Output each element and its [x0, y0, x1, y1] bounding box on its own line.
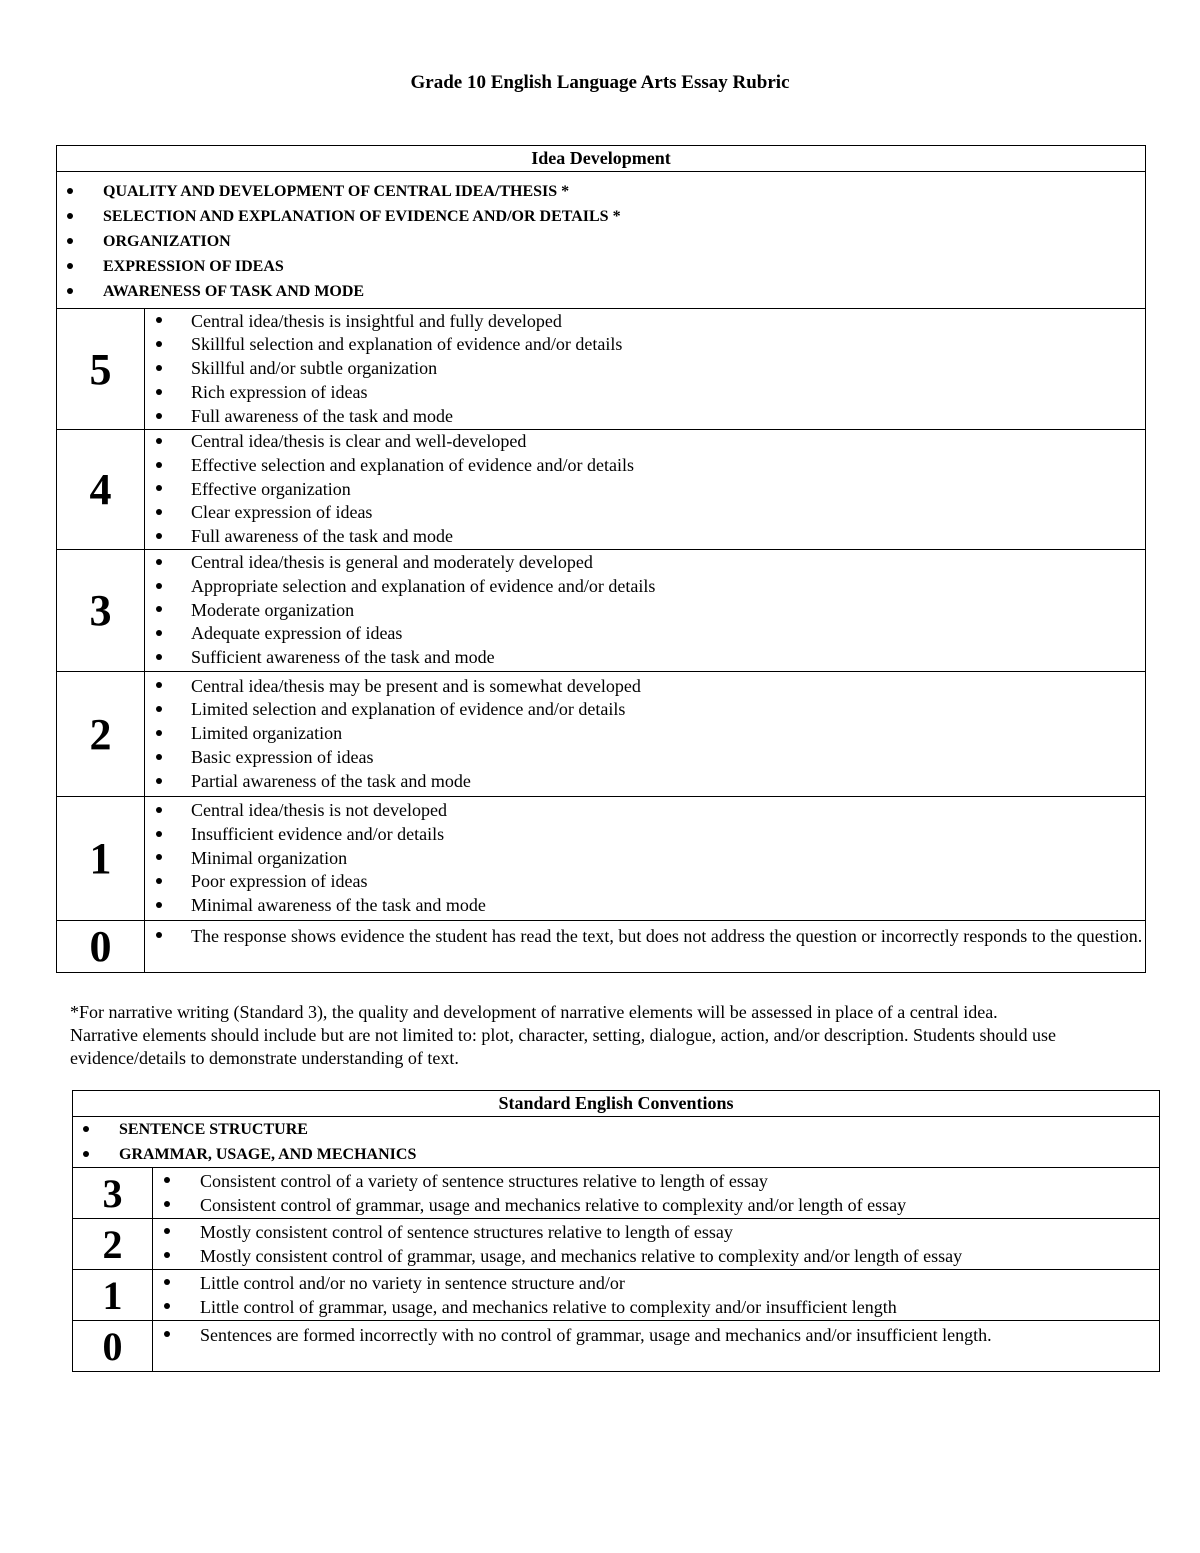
descriptor-cell [145, 672, 1146, 797]
descriptor-item [145, 870, 1145, 894]
score-value: 0 [73, 1321, 153, 1372]
descriptor-item [153, 1271, 1159, 1295]
score-value: 5 [57, 309, 145, 430]
bullet-icon [156, 878, 162, 884]
descriptor-text: Central idea/thesis is general and moderately developed [191, 552, 593, 572]
score-row-4 [57, 430, 1146, 550]
criterion-item [57, 179, 1145, 204]
descriptor-item [145, 746, 1145, 770]
criterion-item [57, 279, 1145, 304]
bullet-icon [156, 778, 162, 784]
criterion-item [57, 204, 1145, 229]
descriptor-text: Full awareness of the task and mode [191, 405, 453, 426]
descriptor-text: Central idea/thesis is not developed [191, 800, 447, 820]
descriptor-text: Limited organization [191, 723, 343, 744]
descriptor-item [145, 722, 1145, 746]
descriptor-item [153, 1244, 1159, 1268]
bullet-icon [156, 854, 162, 860]
bullet-icon [164, 1252, 170, 1258]
descriptor-text: Little control and/or no variety in sentence structure and/or [200, 1273, 625, 1293]
descriptor-text: The response shows evidence the student has read the text, but does not address the question or incorrectly responds to the question. [191, 926, 1143, 946]
descriptor-cell [145, 797, 1146, 921]
criterion-item [73, 1118, 1159, 1143]
score-value: 3 [57, 550, 145, 672]
score-row-0 [57, 921, 1146, 973]
descriptor-item [145, 698, 1145, 722]
criterion-label: ORGANIZATION [103, 233, 231, 250]
score-row-3 [57, 550, 1146, 672]
descriptor-text: Rich expression of ideas [191, 381, 368, 402]
descriptor-text: Full awareness of the task and mode [191, 526, 453, 547]
conventions-criteria-cell [73, 1117, 1160, 1168]
conventions-header: Standard English Conventions [73, 1091, 1160, 1117]
bullet-icon [83, 1126, 89, 1132]
score-value: 2 [73, 1219, 153, 1270]
criterion-item [57, 229, 1145, 254]
descriptor-text: Minimal awareness of the task and mode [191, 895, 486, 916]
bullet-icon [67, 238, 73, 244]
score-value: 0 [57, 921, 145, 973]
bullet-icon [164, 1201, 170, 1207]
bullet-icon [156, 630, 162, 636]
bullet-icon [67, 188, 73, 194]
conventions-criteria-list [73, 1117, 1159, 1167]
bullet-icon [156, 902, 162, 908]
bullet-icon [156, 317, 162, 323]
conventions-score-row-0 [73, 1321, 1160, 1372]
descriptor-item [145, 381, 1145, 405]
descriptor-text: Consistent control of a variety of sentence structures relative to length of essay [200, 1171, 768, 1191]
descriptor-item [145, 894, 1145, 918]
descriptor-item [145, 478, 1145, 502]
bullet-icon [156, 583, 162, 589]
descriptor-text: Basic expression of ideas [191, 746, 374, 767]
bullet-icon [156, 559, 162, 565]
bullet-icon [156, 413, 162, 419]
descriptor-item [145, 847, 1145, 871]
bullet-icon [164, 1177, 170, 1183]
descriptor-item [153, 1295, 1159, 1319]
descriptor-cell [153, 1270, 1160, 1321]
criterion-label: SELECTION AND EXPLANATION OF EVIDENCE AND/OR DETAILS * [103, 208, 621, 225]
score-value: 1 [73, 1270, 153, 1321]
descriptor-cell [145, 921, 1146, 973]
descriptor-cell [145, 550, 1146, 672]
descriptor-text: Moderate organization [191, 599, 355, 620]
descriptor-cell [153, 1321, 1160, 1372]
bullet-icon [156, 509, 162, 515]
descriptor-item [145, 454, 1145, 478]
descriptor-item [145, 357, 1145, 381]
descriptor-item [145, 525, 1145, 549]
bullet-icon [164, 1228, 170, 1234]
descriptor-item [145, 799, 1145, 823]
descriptor-text: Clear expression of ideas [191, 502, 373, 523]
descriptor-item [153, 1169, 1159, 1193]
bullet-icon [83, 1151, 89, 1157]
descriptor-cell [153, 1219, 1160, 1270]
document-title: Grade 10 English Language Arts Essay Rubric [410, 72, 790, 93]
descriptor-item [145, 430, 1145, 454]
descriptor-text: Little control of grammar, usage, and mechanics relative to complexity and/or insufficient length [200, 1297, 897, 1317]
bullet-icon [164, 1303, 170, 1309]
score-value: 3 [73, 1168, 153, 1219]
idea-development-header: Idea Development [57, 146, 1146, 172]
bullet-icon [156, 341, 162, 347]
bullet-icon [156, 932, 162, 938]
conventions-score-row-2 [73, 1219, 1160, 1270]
descriptor-text: Skillful selection and explanation of evidence and/or details [191, 334, 623, 355]
bullet-icon [67, 213, 73, 219]
criterion-label: QUALITY AND DEVELOPMENT OF CENTRAL IDEA/THESIS * [103, 183, 570, 200]
descriptor-item [145, 921, 1145, 948]
descriptor-text: Sentences are formed incorrectly with no control of grammar, usage and mechanics and/or insufficient length. [200, 1325, 992, 1345]
idea-development-table [56, 145, 1146, 973]
score-value: 4 [57, 430, 145, 550]
criterion-label: SENTENCE STRUCTURE [119, 1121, 308, 1138]
descriptor-item [145, 575, 1145, 599]
descriptor-item [145, 310, 1145, 334]
descriptor-item [145, 551, 1145, 575]
descriptor-text: Mostly consistent control of sentence structures relative to length of essay [200, 1222, 733, 1242]
descriptor-text: Central idea/thesis is insightful and fully developed [191, 310, 562, 331]
descriptor-text: Insufficient evidence and/or details [191, 823, 445, 844]
bullet-icon [156, 365, 162, 371]
descriptor-text: Central idea/thesis is clear and well-developed [191, 431, 527, 451]
bullet-icon [67, 263, 73, 269]
bullet-icon [156, 389, 162, 395]
conventions-score-row-1 [73, 1270, 1160, 1321]
bullet-icon [67, 288, 73, 294]
descriptor-item [145, 405, 1145, 429]
score-row-5 [57, 309, 1146, 430]
bullet-icon [156, 654, 162, 660]
descriptor-text: Sufficient awareness of the task and mode [191, 647, 495, 668]
criterion-label: EXPRESSION OF IDEAS [103, 258, 284, 275]
bullet-icon [164, 1331, 170, 1337]
score-row-2 [57, 672, 1146, 797]
descriptor-cell [153, 1168, 1160, 1219]
score-value: 2 [57, 672, 145, 797]
criterion-label: GRAMMAR, USAGE, AND MECHANICS [119, 1145, 417, 1163]
bullet-icon [156, 438, 162, 444]
descriptor-item [145, 333, 1145, 357]
descriptor-item [145, 770, 1145, 794]
descriptor-cell [145, 309, 1146, 430]
bullet-icon [156, 682, 162, 688]
bullet-icon [156, 606, 162, 612]
descriptor-text: Effective organization [191, 478, 351, 499]
descriptor-text: Partial awareness of the task and mode [191, 770, 471, 791]
descriptor-item [145, 501, 1145, 525]
descriptor-text: Effective selection and explanation of evidence and/or details [191, 454, 634, 475]
descriptor-cell [145, 430, 1146, 550]
descriptor-item [145, 646, 1145, 670]
descriptor-item [153, 1193, 1159, 1217]
bullet-icon [156, 730, 162, 736]
conventions-table [72, 1090, 1160, 1372]
criterion-label: AWARENESS OF TASK AND MODE [103, 283, 365, 300]
bullet-icon [156, 706, 162, 712]
bullet-icon [156, 807, 162, 813]
conventions-score-row-3 [73, 1168, 1160, 1219]
bullet-icon [156, 533, 162, 539]
criterion-item [73, 1143, 1159, 1168]
descriptor-text: Central idea/thesis may be present and is somewhat developed [191, 675, 641, 696]
idea-development-criteria-cell [57, 172, 1146, 309]
bullet-icon [156, 831, 162, 837]
descriptor-item [145, 622, 1145, 646]
bullet-icon [164, 1279, 170, 1285]
descriptor-item [145, 675, 1145, 699]
bullet-icon [156, 462, 162, 468]
idea-development-criteria-list [57, 172, 1145, 308]
descriptor-text: Mostly consistent control of grammar, usage, and mechanics relative to complexity and/or length of essay [200, 1246, 963, 1266]
bullet-icon [156, 754, 162, 760]
descriptor-text: Adequate expression of ideas [191, 623, 403, 644]
criterion-item [57, 254, 1145, 279]
score-row-1 [57, 797, 1146, 921]
descriptor-item [145, 823, 1145, 847]
descriptor-text: Appropriate selection and explanation of evidence and/or details [191, 575, 656, 596]
descriptor-item [153, 1220, 1159, 1244]
descriptor-item [153, 1323, 1159, 1347]
descriptor-text: Consistent control of grammar, usage and mechanics relative to complexity and/or length of essay [200, 1195, 907, 1215]
descriptor-text: Poor expression of ideas [191, 871, 368, 892]
descriptor-text: Minimal organization [191, 847, 348, 868]
descriptor-item [145, 599, 1145, 623]
descriptor-text: Skillful and/or subtle organization [191, 358, 438, 379]
descriptor-text: Limited selection and explanation of evidence and/or details [191, 699, 626, 720]
score-value: 1 [57, 797, 145, 921]
narrative-footnote: *For narrative writing (Standard 3), the quality and development of narrative elements will be assessed in place of a central idea. Narrative elements should include but are not limited to: plot, character, setting, dialogue, action, and/or description. Students should use evidence/details to demonstrate understanding of text. [70, 1002, 1057, 1068]
bullet-icon [156, 485, 162, 491]
